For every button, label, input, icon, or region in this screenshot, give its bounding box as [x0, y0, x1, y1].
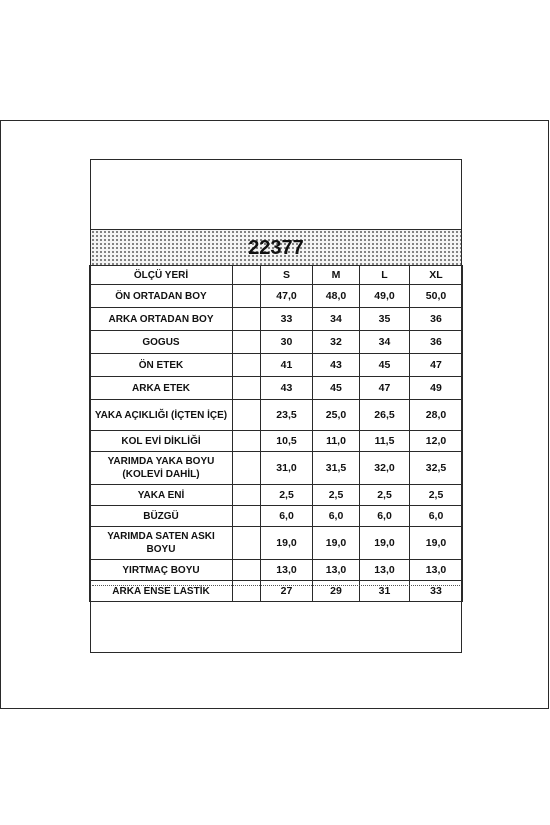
size-header-l: L — [360, 266, 410, 285]
spacer-cell — [233, 354, 261, 377]
measurement-label: YAKA AÇIKLIĞI (İÇTEN İÇE) — [90, 400, 233, 431]
value-cell-l: 49,0 — [360, 285, 410, 308]
value-cell-xl: 33 — [410, 581, 463, 602]
value-cell-xl: 36 — [410, 308, 463, 331]
measurement-label: BÜZGÜ — [90, 506, 233, 527]
product-code-banner — [91, 229, 461, 266]
value-cell-xl: 50,0 — [410, 285, 463, 308]
table-row — [90, 354, 463, 377]
value-cell-m: 43 — [313, 354, 360, 377]
value-cell-xl: 13,0 — [410, 560, 463, 581]
table-row — [90, 400, 463, 431]
spacer-cell — [233, 527, 261, 560]
spacer-cell — [233, 377, 261, 400]
value-cell-s: 23,5 — [261, 400, 313, 431]
spacer-cell — [233, 285, 261, 308]
value-cell-m: 32 — [313, 331, 360, 354]
value-cell-xl: 2,5 — [410, 485, 463, 506]
table-row — [90, 431, 463, 452]
value-cell-l: 32,0 — [360, 452, 410, 485]
table-row — [90, 560, 463, 581]
table-row — [90, 308, 463, 331]
value-cell-s: 31,0 — [261, 452, 313, 485]
measurement-label: GOGUS — [90, 331, 233, 354]
size-chart-body — [90, 266, 463, 602]
measurement-label: ARKA ORTADAN BOY — [90, 308, 233, 331]
value-cell-m: 48,0 — [313, 285, 360, 308]
measurement-label: ÖN ORTADAN BOY — [90, 285, 233, 308]
value-cell-m: 45 — [313, 377, 360, 400]
value-cell-m: 11,0 — [313, 431, 360, 452]
table-row — [90, 452, 463, 485]
table-row — [90, 377, 463, 400]
value-cell-l: 35 — [360, 308, 410, 331]
value-cell-xl: 28,0 — [410, 400, 463, 431]
measurement-label: YAKA ENİ — [90, 485, 233, 506]
value-cell-s: 2,5 — [261, 485, 313, 506]
spacer-cell — [233, 485, 261, 506]
spacer-cell — [233, 400, 261, 431]
measurement-label: ÖN ETEK — [90, 354, 233, 377]
value-cell-s: 30 — [261, 331, 313, 354]
value-cell-l: 31 — [360, 581, 410, 602]
size-header-xl: XL — [410, 266, 463, 285]
value-cell-m: 2,5 — [313, 485, 360, 506]
value-cell-xl: 49 — [410, 377, 463, 400]
value-cell-m: 34 — [313, 308, 360, 331]
value-cell-l: 2,5 — [360, 485, 410, 506]
value-cell-xl: 19,0 — [410, 527, 463, 560]
size-chart-table — [89, 265, 463, 602]
table-row — [90, 331, 463, 354]
value-cell-s: 6,0 — [261, 506, 313, 527]
header-label: ÖLÇÜ YERİ — [90, 266, 233, 285]
value-cell-l: 13,0 — [360, 560, 410, 581]
value-cell-l: 19,0 — [360, 527, 410, 560]
table-row — [90, 527, 463, 560]
spacer-cell — [233, 560, 261, 581]
value-cell-s: 10,5 — [261, 431, 313, 452]
table-row — [90, 485, 463, 506]
value-cell-l: 34 — [360, 331, 410, 354]
value-cell-s: 41 — [261, 354, 313, 377]
spacer-cell — [233, 431, 261, 452]
value-cell-m: 25,0 — [313, 400, 360, 431]
value-cell-s: 13,0 — [261, 560, 313, 581]
value-cell-xl: 32,5 — [410, 452, 463, 485]
size-header-s: S — [261, 266, 313, 285]
value-cell-m: 31,5 — [313, 452, 360, 485]
value-cell-l: 47 — [360, 377, 410, 400]
value-cell-s: 19,0 — [261, 527, 313, 560]
value-cell-s: 33 — [261, 308, 313, 331]
spacer-cell — [233, 581, 261, 602]
measurement-label: ARKA ETEK — [90, 377, 233, 400]
value-cell-xl: 12,0 — [410, 431, 463, 452]
measurement-label: ARKA ENSE LASTİK — [90, 581, 233, 602]
spacer-cell — [233, 308, 261, 331]
divider-line — [92, 585, 460, 586]
value-cell-s: 27 — [261, 581, 313, 602]
measurement-label: YARIMDA SATEN ASKI BOYU — [90, 527, 233, 560]
value-cell-xl: 47 — [410, 354, 463, 377]
spacer-cell — [233, 331, 261, 354]
value-cell-m: 6,0 — [313, 506, 360, 527]
value-cell-l: 6,0 — [360, 506, 410, 527]
header-row — [90, 266, 463, 285]
value-cell-xl: 36 — [410, 331, 463, 354]
value-cell-l: 11,5 — [360, 431, 410, 452]
spacer-cell — [233, 266, 261, 285]
value-cell-xl: 6,0 — [410, 506, 463, 527]
table-row — [90, 581, 463, 602]
measurement-label: YARIMDA YAKA BOYU (KOLEVİ DAHİL) — [90, 452, 233, 485]
product-code: 22377 — [248, 236, 304, 259]
value-cell-s: 47,0 — [261, 285, 313, 308]
value-cell-m: 13,0 — [313, 560, 360, 581]
spacer-cell — [233, 506, 261, 527]
table-row — [90, 285, 463, 308]
value-cell-l: 45 — [360, 354, 410, 377]
spacer-cell — [233, 452, 261, 485]
value-cell-m: 29 — [313, 581, 360, 602]
value-cell-s: 43 — [261, 377, 313, 400]
measurement-label: KOL EVİ DİKLİĞİ — [90, 431, 233, 452]
measurement-label: YIRTMAÇ BOYU — [90, 560, 233, 581]
value-cell-m: 19,0 — [313, 527, 360, 560]
table-row — [90, 506, 463, 527]
size-header-m: M — [313, 266, 360, 285]
value-cell-l: 26,5 — [360, 400, 410, 431]
